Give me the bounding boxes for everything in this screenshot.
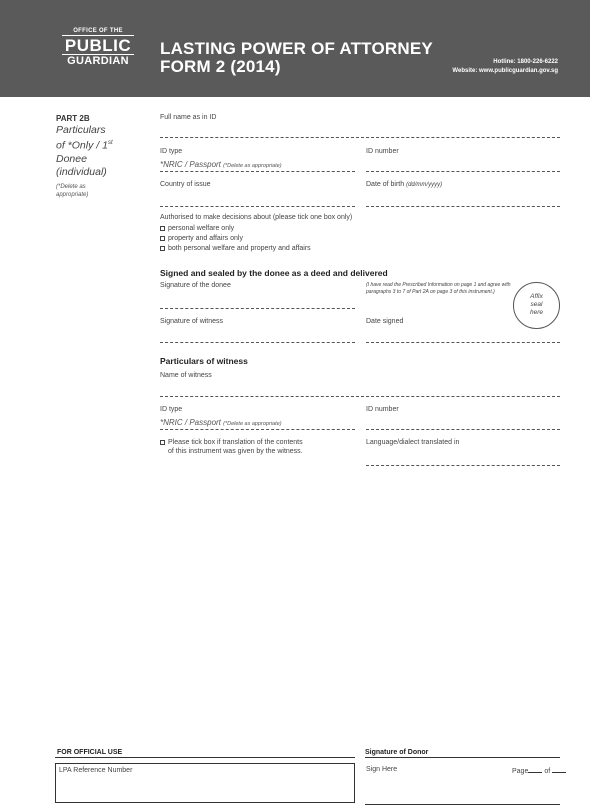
checkbox[interactable] (160, 246, 165, 251)
footer-divider-left (55, 757, 355, 758)
seal-circle: Affix seal here (513, 282, 560, 329)
witness-name-field[interactable] (160, 396, 560, 397)
witness-id-number-field[interactable] (366, 429, 560, 430)
language-label: Language/dialect translated in (366, 439, 460, 446)
option-property-affairs[interactable]: property and affairs only (160, 234, 311, 244)
delete-note: (*Delete as appropriate) (56, 184, 89, 198)
date-signed-field[interactable] (366, 342, 560, 343)
id-type-value[interactable]: *NRIC / Passport (*Delete as appropriate) (160, 160, 282, 169)
sign-here-label: Sign Here (366, 766, 398, 773)
witness-heading: Particulars of witness (160, 356, 248, 366)
footer-divider-right (365, 757, 560, 758)
id-number-label: ID number (366, 148, 399, 155)
checkbox[interactable] (160, 226, 165, 231)
sig-donee-field[interactable] (160, 308, 355, 309)
hotline: Hotline: 1800-226-6222 (493, 59, 558, 65)
form-header (0, 0, 590, 97)
date-signed-label: Date signed (366, 318, 404, 325)
checkbox[interactable] (160, 236, 165, 241)
official-use-label: FOR OFFICIAL USE (57, 749, 123, 756)
authorised-label: Authorised to make decisions about (please tick one box only) (160, 214, 353, 221)
signed-heading: Signed and sealed by the donee as a deed and delivered (160, 268, 388, 278)
country-label: Country of issue (160, 181, 211, 188)
option-personal-welfare[interactable]: personal welfare only (160, 224, 311, 234)
dob-label: Date of birth (dd/mm/yyyy) (366, 181, 443, 188)
id-number-field[interactable] (366, 171, 560, 172)
declaration-text: (I have read the Prescribed Information on page 1 and agree with paragraphs 3 to 7 of Part 2A on page 3 of this instrument.) (366, 282, 511, 295)
witness-id-type-field (160, 429, 355, 430)
full-name-field[interactable] (160, 137, 560, 138)
authorisation-options (160, 224, 311, 254)
public-guardian-logo: OFFICE OF THE PUBLIC GUARDIAN (62, 28, 134, 67)
country-field[interactable] (160, 206, 355, 207)
contact-info (452, 58, 558, 76)
id-type-label: ID type (160, 148, 183, 155)
witness-id-type-label: ID type (160, 406, 183, 413)
sig-witness-label: Signature of witness (160, 318, 224, 325)
part-label: PART 2B (56, 114, 90, 123)
donor-signature-line[interactable] (365, 804, 560, 805)
translation-checkbox-row[interactable]: Please tick box if translation of the contents of this instrument was given by the witness. (160, 438, 303, 456)
witness-id-type-value[interactable]: *NRIC / Passport (*Delete as appropriate) (160, 418, 282, 427)
lpa-reference-label: LPA Reference Number (59, 767, 133, 774)
page-total-blank[interactable] (552, 766, 566, 773)
id-type-field (160, 171, 355, 172)
option-both[interactable]: both personal welfare and property and affairs (160, 244, 311, 254)
page-counter: Page of (512, 766, 566, 775)
witness-id-number-label: ID number (366, 406, 399, 413)
language-field[interactable] (366, 465, 560, 466)
part-description: Particulars of *Only / 1st Donee (individual) (56, 124, 113, 178)
website: Website: www.publicguardian.gov.sg (452, 68, 558, 74)
lpa-reference-box[interactable] (55, 763, 355, 803)
form-title: LASTING POWER OF ATTORNEY FORM 2 (2014) (160, 39, 433, 76)
witness-name-label: Name of witness (160, 372, 212, 379)
sig-donee-label: Signature of the donee (160, 282, 231, 289)
sig-witness-field[interactable] (160, 342, 355, 343)
dob-field[interactable] (366, 206, 560, 207)
signature-of-donor-label: Signature of Donor (365, 749, 429, 756)
checkbox[interactable] (160, 440, 165, 445)
full-name-label: Full name as in ID (160, 114, 217, 121)
page-number-blank[interactable] (528, 766, 542, 773)
